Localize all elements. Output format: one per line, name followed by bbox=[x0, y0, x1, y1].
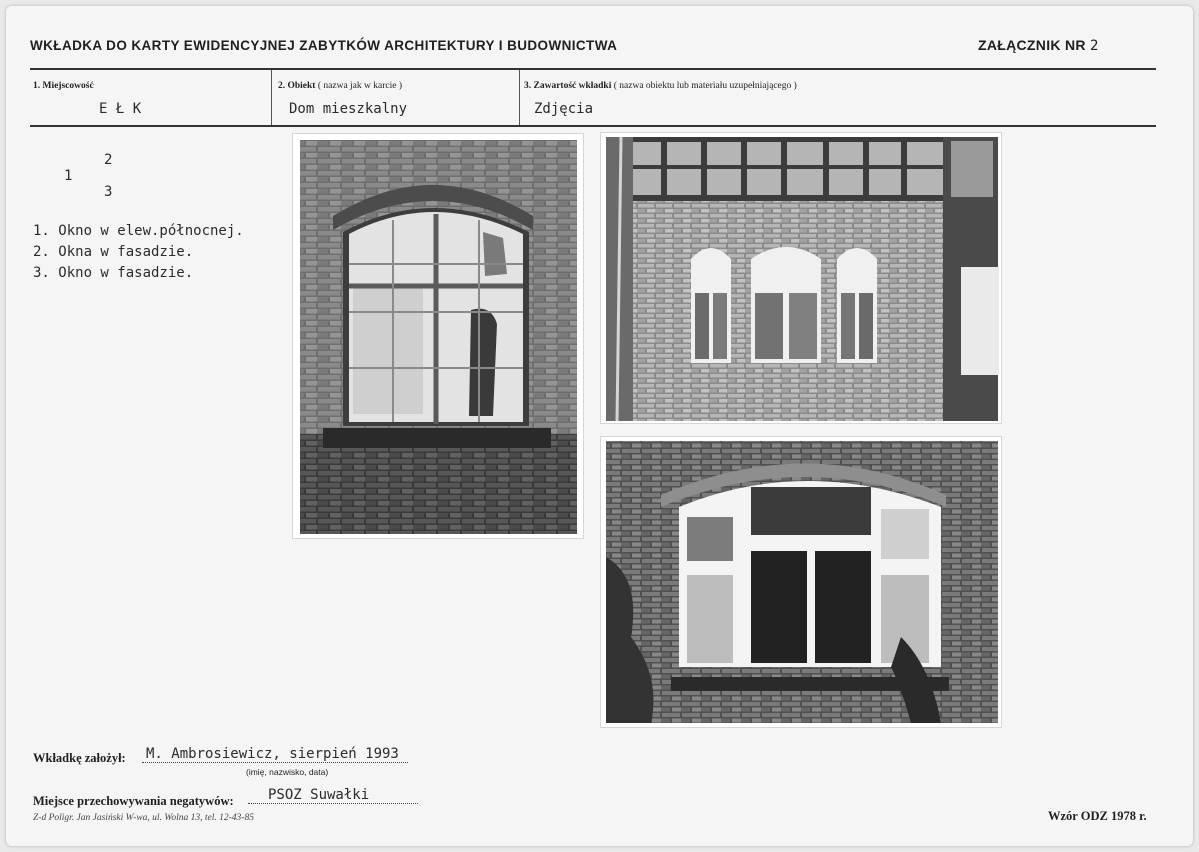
photo-2-image bbox=[601, 133, 1001, 423]
layout-key-left: 1 bbox=[64, 168, 73, 184]
content-label bbox=[524, 81, 797, 91]
photo-3 bbox=[600, 436, 1002, 728]
location-value: E Ł K bbox=[99, 101, 142, 117]
content-value: Zdjęcia bbox=[534, 101, 594, 117]
location-label: 1. Miejscowość bbox=[33, 81, 94, 91]
top-rule bbox=[30, 68, 1156, 70]
object-label bbox=[278, 81, 402, 91]
caption-3: 3. Okno w fasadzie. bbox=[33, 265, 194, 281]
facade-windows bbox=[691, 247, 877, 363]
photo-3-image bbox=[601, 437, 1001, 727]
caption-2: 2. Okna w fasadzie. bbox=[33, 244, 194, 260]
content-label-hint: ( nazwa obiektu lub materiału uzupełniającego ) bbox=[613, 81, 797, 91]
bottom-rule bbox=[30, 125, 1156, 127]
created-by-hint: (imię, nazwisko, data) bbox=[246, 767, 329, 777]
photo-2 bbox=[600, 132, 1002, 424]
layout-key-bottom: 3 bbox=[104, 184, 113, 200]
caption-1: 1. Okno w elew.północnej. bbox=[33, 223, 244, 239]
annex-label: ZAŁĄCZNIK NR bbox=[978, 37, 1086, 53]
photo-1 bbox=[292, 133, 584, 539]
object-label-hint: ( nazwa jak w karcie ) bbox=[317, 81, 402, 91]
caption-list bbox=[33, 221, 244, 284]
object-label-text: 2. Obiekt bbox=[278, 81, 316, 91]
annex-value: 2 bbox=[1090, 38, 1099, 54]
content-label-text: 3. Zawartość wkładki bbox=[524, 81, 612, 91]
storage-value: PSOZ Suwałki bbox=[248, 787, 418, 804]
printer-note: Z-d Poligr. Jan Jasiński W-wa, ul. Wolna 13, tel. 12-43-85 bbox=[33, 813, 254, 823]
photo-1-image bbox=[293, 134, 583, 538]
object-value: Dom mieszkalny bbox=[289, 101, 408, 117]
annex-number bbox=[978, 37, 1099, 54]
inventory-card-insert bbox=[6, 6, 1193, 846]
layout-key-top: 2 bbox=[104, 152, 113, 168]
storage-label: Miejsce przechowywania negatywów: bbox=[33, 794, 234, 808]
form-version: Wzór ODZ 1978 r. bbox=[1048, 809, 1147, 823]
created-by-label: Wkładkę założył: bbox=[33, 751, 126, 765]
form-title: WKŁADKA DO KARTY EWIDENCYJNEJ ZABYTKÓW ARCHITEKTURY I BUDOWNICTWA bbox=[30, 38, 618, 53]
created-by-value: M. Ambrosiewicz, sierpień 1993 bbox=[142, 746, 408, 763]
field-divider-1 bbox=[271, 70, 272, 125]
field-divider-2 bbox=[519, 70, 520, 125]
